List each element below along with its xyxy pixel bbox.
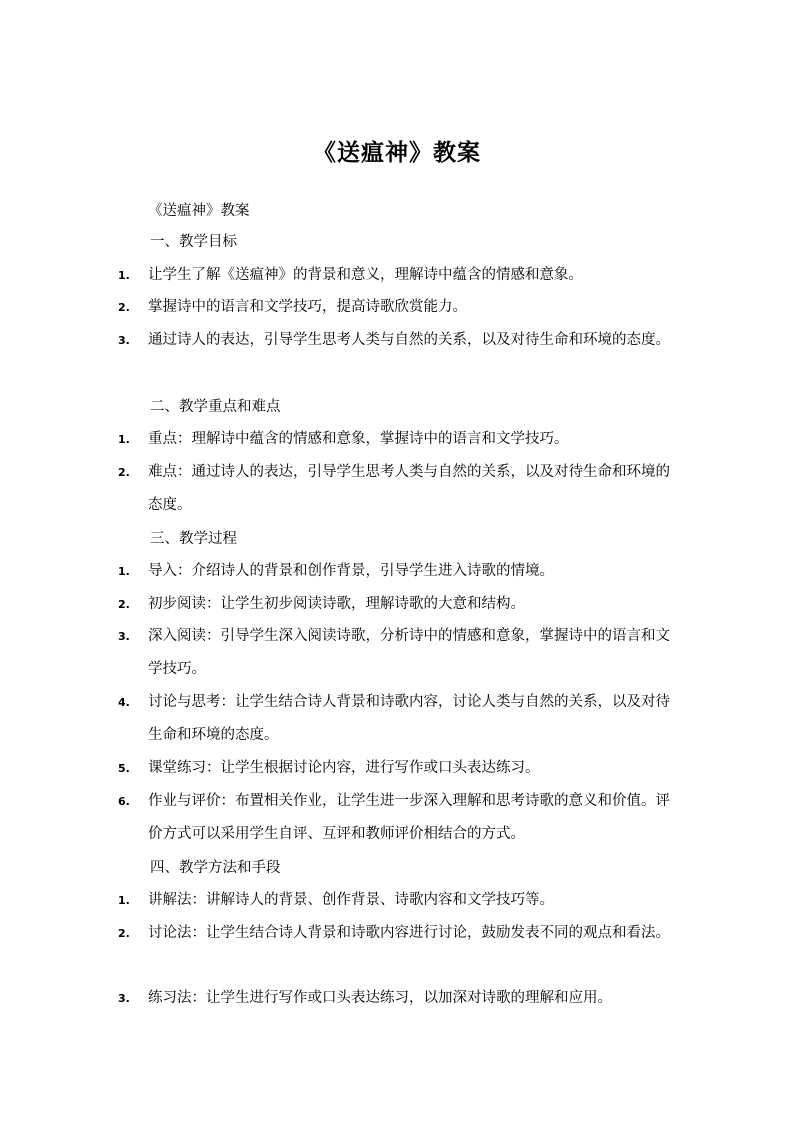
list-number: 1. (118, 894, 130, 907)
list-number: 1. (118, 269, 130, 282)
list-number: 2. (118, 301, 130, 314)
list-text: 导入：介绍诗人的背景和创作背景，引导学生进入诗歌的情境。 (148, 563, 554, 579)
list-number: 3. (118, 630, 130, 643)
list-number: 1. (118, 433, 130, 446)
list-text: 初步阅读：让学生初步阅读诗歌，理解诗歌的大意和结构。 (148, 596, 525, 612)
section-heading-4: 四、教学方法和手段 (150, 860, 281, 876)
subtitle: 《送瘟神》教案 (148, 203, 250, 219)
list-text: 难点：通过诗人的表达，引导学生思考人类与自然的关系，以及对待生命和环境的态度。 (148, 464, 670, 513)
list-text: 通过诗人的表达，引导学生思考人类与自然的关系，以及对待生命和环境的态度。 (148, 332, 670, 348)
list-text: 课堂练习：让学生根据讨论内容，进行写作或口头表达练习。 (148, 760, 540, 776)
list-number: 2. (118, 466, 130, 479)
list-number: 2. (118, 927, 130, 940)
list-number: 3. (118, 992, 130, 1005)
list-number: 3. (118, 334, 130, 347)
section-heading-3: 三、教学过程 (150, 531, 237, 547)
list-number: 5. (118, 762, 130, 775)
list-text: 练习法：让学生进行写作或口头表达练习，以加深对诗歌的理解和应用。 (148, 990, 612, 1006)
list-text: 让学生了解《送瘟神》的背景和意义，理解诗中蕴含的情感和意象。 (148, 267, 583, 283)
list-number: 6. (118, 795, 130, 808)
section-heading-2: 二、教学重点和难点 (150, 399, 281, 415)
list-number: 2. (118, 598, 130, 611)
list-text: 讲解法：讲解诗人的背景、创作背景、诗歌内容和文学技巧等。 (148, 892, 554, 908)
list-text: 讨论法：让学生结合诗人背景和诗歌内容进行讨论，鼓励发表不同的观点和看法。 (148, 925, 670, 941)
list-text: 作业与评价：布置相关作业，让学生进一步深入理解和思考诗歌的意义和价值。评价方式可以采用学生自评、互评和教师评价相结合的方式。 (148, 793, 670, 842)
list-text: 深入阅读：引导学生深入阅读诗歌，分析诗中的情感和意象，掌握诗中的语言和文学技巧。 (148, 628, 670, 677)
list-text: 讨论与思考：让学生结合诗人背景和诗歌内容，讨论人类与自然的关系，以及对待生命和环境的态度。 (148, 694, 670, 743)
page-title: 《送瘟神》教案 (313, 140, 481, 166)
list-text: 掌握诗中的语言和文学技巧，提高诗歌欣赏能力。 (148, 299, 467, 315)
list-number: 4. (118, 696, 130, 709)
list-number: 1. (118, 565, 130, 578)
list-text: 重点：理解诗中蕴含的情感和意象，掌握诗中的语言和文学技巧。 (148, 431, 569, 447)
section-heading-1: 一、教学目标 (150, 234, 237, 250)
